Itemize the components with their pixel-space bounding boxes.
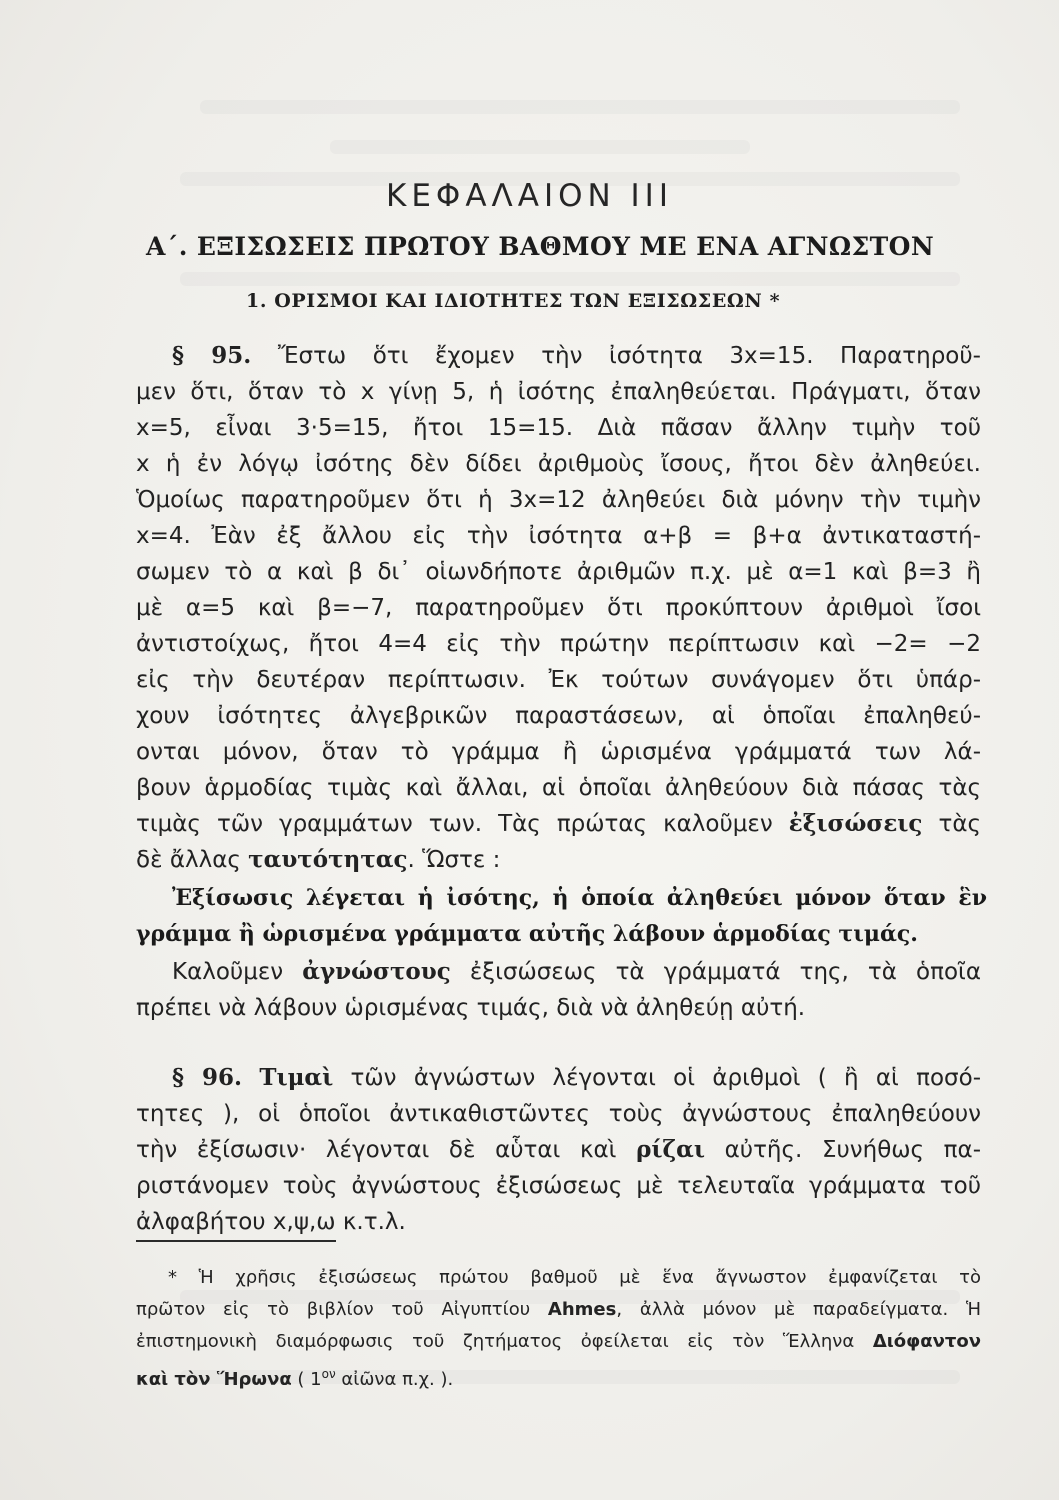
show-through-line — [330, 140, 750, 154]
definition-line: γράμμα ἢ ὡρισμένα γράμματα αὐτῆς λάβουν ἁρμοδίας τιμάς. — [136, 921, 918, 947]
paragraph-95-line: μεν ὅτι, ὅταν τὸ x γίνῃ 5, ἡ ἰσότης ἐπαληθεύεται. Πράγματι, ὅταν — [136, 379, 981, 405]
paragraph-96-line: τητες ), οἱ ὁποῖοι ἀντικαθιστῶντες τοὺς ἀγνώστους ἐπαληθεύουν — [136, 1101, 981, 1127]
footnote-line: * Ἡ χρῆσις ἐξισώσεως πρώτου βαθμοῦ μὲ ἕνα ἄγνωστον ἐμφανίζεται τὸ — [168, 1267, 981, 1288]
term-roots: ρίζαι — [636, 1136, 705, 1163]
chapter-title: ΚΕΦΑΛΑΙΟΝ ΙΙΙ — [386, 178, 673, 214]
text-run: ἐξισώσεως τὰ γράμματά της, τὰ ὁποῖα — [450, 959, 981, 985]
text-run: τῶν ἀγνώστων λέγονται οἱ ἀριθμοὶ ( ἢ αἱ ποσό- — [333, 1065, 981, 1091]
paragraph-95-line — [136, 806, 981, 842]
text-run: αὐτῆς. Συνήθως πα- — [704, 1137, 981, 1163]
footnote-line — [136, 1294, 981, 1326]
term-values: Τιμαὶ — [259, 1064, 334, 1091]
name-ahmes: Ahmes — [547, 1299, 617, 1320]
paragraph-95-line: σωμεν τὸ α καὶ β δι᾽ οἱωνδήποτε ἀριθμῶν π.χ. μὲ α=1 καὶ β=3 ἢ — [136, 559, 981, 585]
text-run: ( 1 — [291, 1369, 322, 1390]
text-run: δὲ ἄλλας — [136, 847, 249, 873]
paragraph-95-line: x=4. Ἐὰν ἐξ ἄλλου εἰς τὴν ἰσότητα α+β = β+α ἀντικαταστή- — [136, 523, 981, 549]
text-run: καὶ τὸν — [136, 1369, 217, 1390]
paragraph-95-line: ονται μόνον, ὅταν τὸ γράμμα ἢ ὡρισμένα γράμματά των λά- — [136, 739, 981, 765]
paragraph-95-line: ἀντιστοίχως, ἤτοι 4=4 εἰς τὴν πρώτην περίπτωσιν καὶ −2= −2 — [136, 631, 981, 657]
paragraph-95-line: x ἡ ἐν λόγῳ ἰσότης δὲν δίδει ἀριθμοὺς ἴσους, ἤτοι δὲν ἀληθεύει. — [136, 451, 981, 477]
text-run: τὴν ἐξίσωσιν· λέγονται δὲ αὗται καὶ — [136, 1137, 637, 1163]
text-run: αἰῶνα π.χ. ). — [335, 1369, 454, 1390]
term-unknowns: ἀγνώστους — [302, 958, 451, 985]
show-through-line — [200, 100, 960, 114]
text-run: τὰς — [922, 811, 981, 837]
footnote-line — [136, 1326, 981, 1358]
paragraph-96-line — [136, 1132, 981, 1168]
footnote-line — [136, 1358, 981, 1396]
paragraph-95-line — [136, 842, 981, 878]
paragraph-95-line: εἰς τὴν δευτέραν περίπτωσιν. Ἐκ τούτων συνάγομεν ὅτι ὑπάρ- — [136, 667, 981, 693]
name-diophantus: Διόφαντον — [872, 1331, 981, 1352]
paragraph-96-line: ριστάνομεν τοὺς ἀγνώστους ἐξισώσεως μὲ τελευταῖα γράμματα τοῦ — [136, 1173, 981, 1199]
unknowns-line — [172, 954, 981, 990]
paragraph-95-first-line: Ἔστω ὅτι ἔχομεν τὴν ἰσότητα 3x=15. Παρατηροῦ- — [251, 343, 981, 369]
paragraph-95-line: χουν ἰσότητες ἀλγεβρικῶν παραστάσεων, αἱ ὁποῖαι ἐπαληθεύ- — [136, 703, 981, 729]
paragraph-95-line: μὲ α=5 καὶ β=−7, παρατηροῦμεν ὅτι προκύπτουν ἀριθμοὶ ἴσοι — [136, 595, 981, 621]
subsection-title: 1. ΟΡΙΣΜΟΙ ΚΑΙ ΙΔΙΟΤΗΤΕΣ ΤΩΝ ΕΞΙΣΩΣΕΩΝ * — [246, 290, 781, 312]
paragraph-95-number: § 95. — [172, 342, 252, 369]
show-through-line — [180, 272, 960, 286]
paragraph-95-line: βουν ἁρμοδίας τιμὰς καὶ ἄλλαι, αἱ ὁποῖαι ἀληθεύουν διὰ πάσας τὰς — [136, 775, 981, 801]
paragraph-95-line — [172, 338, 981, 374]
paragraph-96-line: ἀλφαβήτου x,ψ,ω κ.τ.λ. — [136, 1209, 406, 1235]
footnote-separator — [136, 1240, 336, 1242]
paragraph-95-line: x=5, εἶναι 3·5=15, ἤτοι 15=15. Διὰ πᾶσαν ἄλλην τιμὴν τοῦ — [136, 415, 981, 441]
definition-line: Ἐξίσωσις λέγεται ἡ ἰσότης, ἡ ὁποία ἀληθεύει μόνον ὅταν ἓν — [172, 885, 987, 911]
text-run: ἐπιστημονικὴ διαμόρφωσις τοῦ ζητήματος ὀφείλεται εἰς τὸν Ἕλληνα — [136, 1331, 873, 1352]
name-heron: Ἥρωνα — [216, 1369, 292, 1390]
term-identities: ταυτότητας — [248, 846, 408, 873]
section-title: Α΄. ΕΞΙΣΩΣΕΙΣ ΠΡΩΤΟΥ ΒΑΘΜΟΥ ΜΕ ΕΝΑ ΑΓΝΩΣΤΟΝ — [146, 232, 935, 261]
text-run: , ἀλλὰ μόνον μὲ παραδείγματα. Ἡ — [616, 1299, 981, 1320]
text-run: . Ὥστε : — [407, 847, 501, 873]
paragraph-95-line: Ὁμοίως παρατηροῦμεν ὅτι ἡ 3x=12 ἀληθεύει διὰ μόνην τὴν τιμὴν — [136, 487, 981, 513]
term-equations: ἐξισώσεις — [788, 810, 923, 837]
superscript: ον — [321, 1367, 336, 1381]
unknowns-line: πρέπει νὰ λάβουν ὡρισμένας τιμάς, διὰ νὰ ἀληθεύῃ αὐτή. — [136, 995, 806, 1021]
paragraph-96-line — [172, 1060, 981, 1096]
text-run: πρῶτον εἰς τὸ βιβλίον τοῦ Αἰγυπτίου — [136, 1299, 548, 1320]
text-run: τιμὰς τῶν γραμμάτων των. Τὰς πρώτας καλοῦμεν — [136, 811, 789, 837]
paragraph-96-number: § 96. — [172, 1064, 243, 1091]
text-run: Καλοῦμεν — [172, 959, 303, 985]
